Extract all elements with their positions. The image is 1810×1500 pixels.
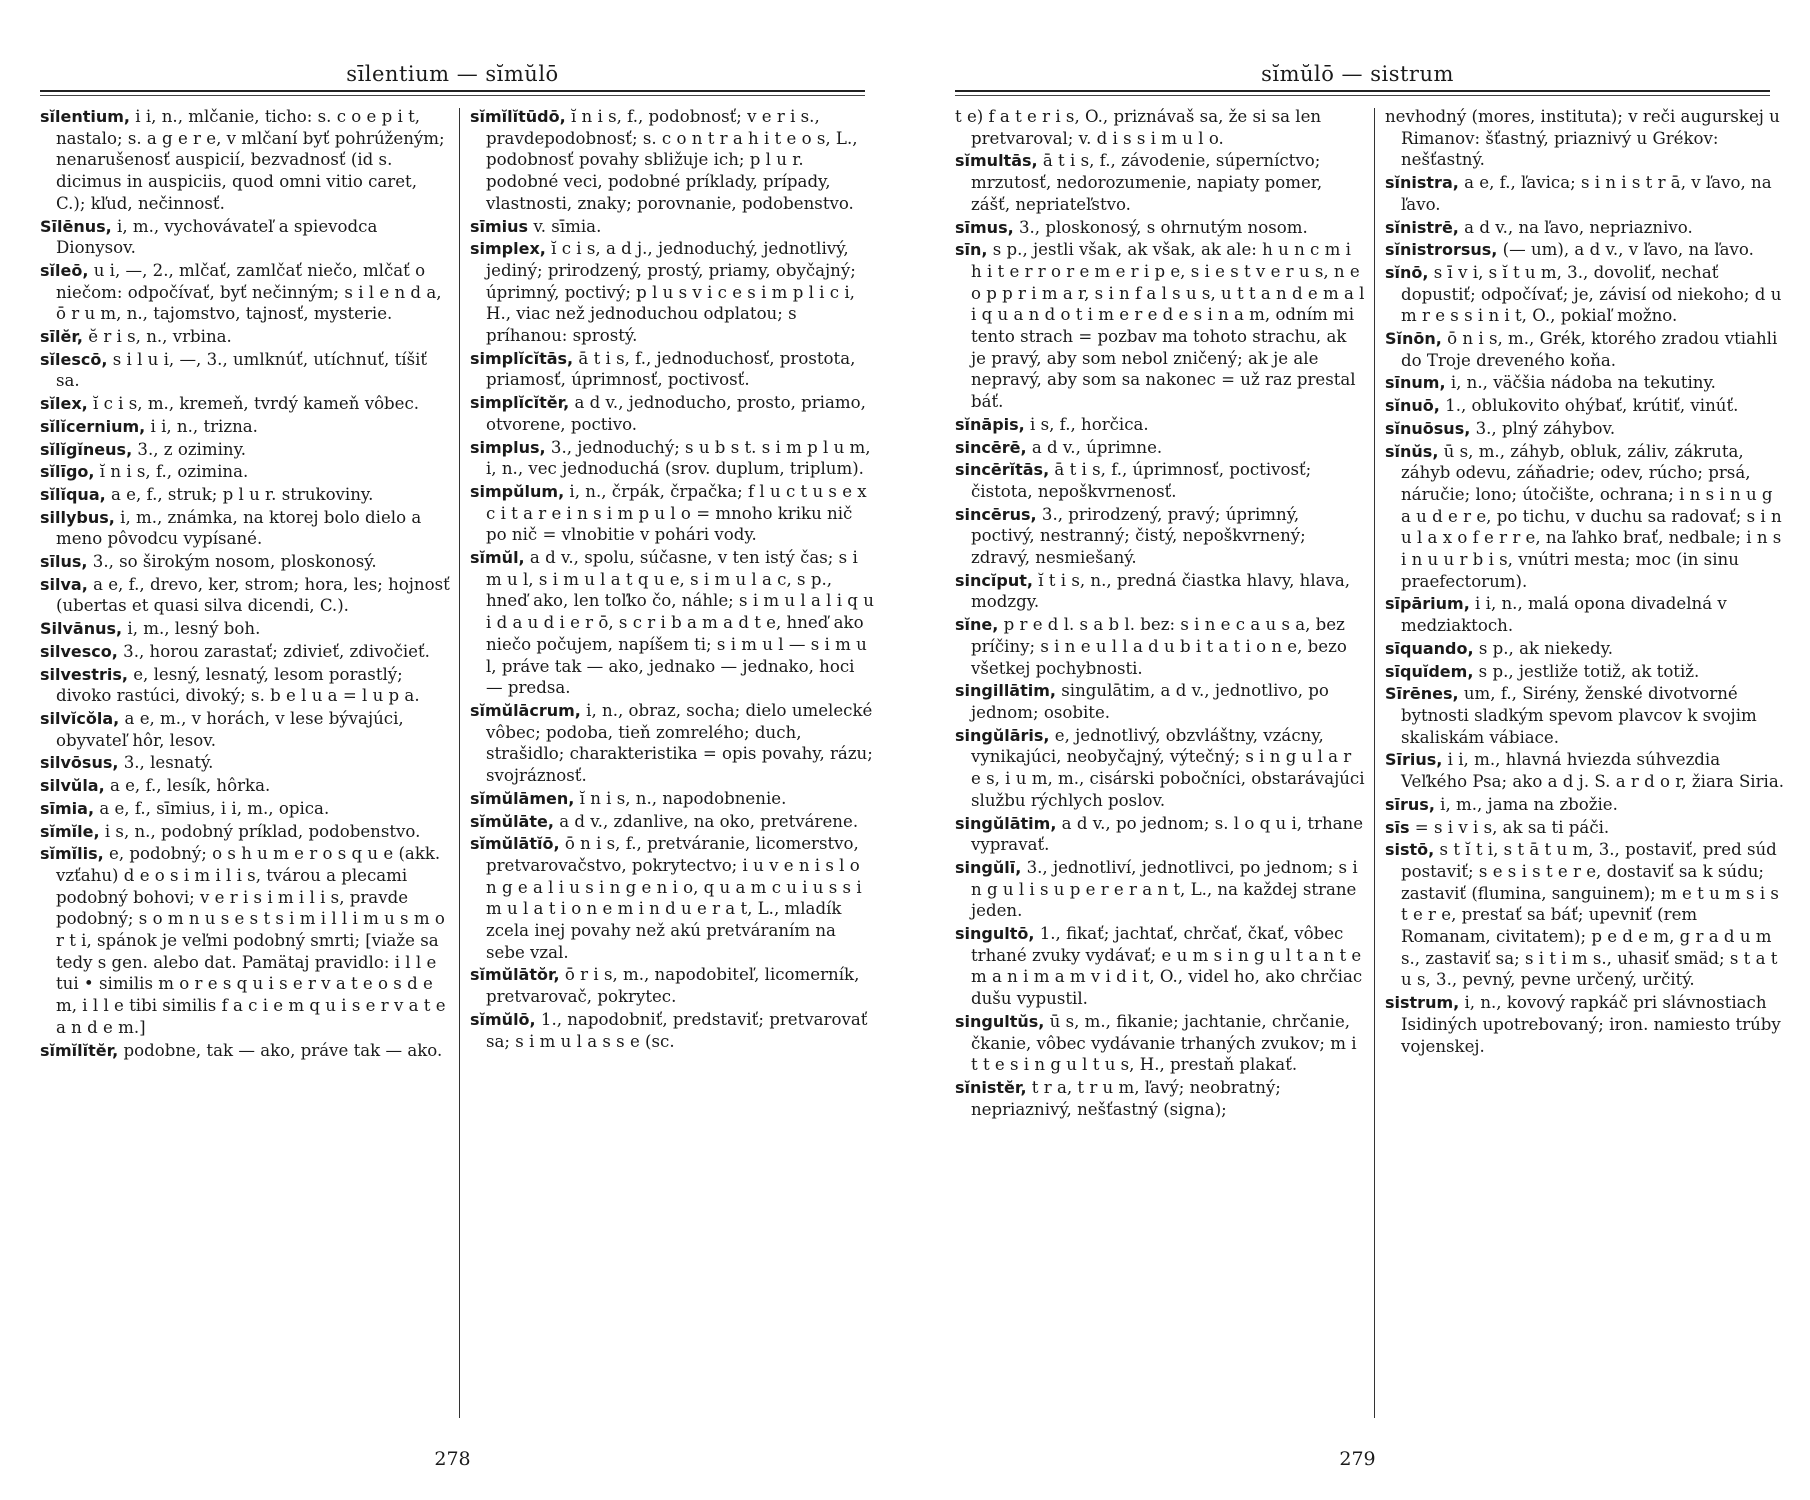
dictionary-entry [1385, 683, 1785, 748]
entry-headword: silvesco, [40, 641, 118, 661]
entry-headword: sĭlĭcernium, [40, 416, 146, 436]
entry-headword: singultō, [955, 924, 1035, 944]
entry-definition: i, n., väčšia nádoba na tekutiny. [1445, 373, 1716, 393]
entry-headword: sīpārium, [1385, 594, 1470, 614]
entry-headword: sīquĭdem, [1385, 661, 1474, 681]
entry-headword: sĭmŭlō, [470, 1009, 536, 1029]
entry-headword: singŭlī, [955, 857, 1022, 877]
entry-definition: t e) f a t e r i s, O., priznávaš sa, že si sa len pretvaroval; v. d i s s i m u l o. [955, 107, 1322, 148]
entry-definition: a e, f., lesík, hôrka. [104, 776, 271, 796]
entry-headword: sĭmĭlĭtĕr, [40, 1040, 119, 1060]
dictionary-entry [1385, 794, 1785, 816]
dictionary-entry [470, 481, 875, 546]
running-head: sĭmŭlō — sistrum [1261, 62, 1454, 86]
column-divider [459, 108, 460, 1418]
entry-definition: 3., so širokým nosom, ploskonosý. [87, 552, 377, 572]
entry-definition: i s, f., horčica. [1024, 414, 1149, 434]
header-rule [955, 90, 1770, 92]
dictionary-entry [955, 570, 1365, 613]
entry-headword: sīnum, [1385, 373, 1446, 393]
entry-headword: sīrus, [1385, 794, 1435, 814]
entry-headword: sĭnistrorsus, [1385, 240, 1498, 260]
entry-headword: Sĭnōn, [1385, 329, 1442, 349]
entry-definition: = s i v i s, ak sa ti páči. [1409, 817, 1610, 837]
entry-headword: silvōsus, [40, 753, 119, 773]
entry-headword: sĭlentium, [40, 107, 131, 126]
entry-headword: silva, [40, 574, 88, 594]
right-page [905, 0, 1810, 1500]
dictionary-entry [40, 752, 450, 774]
entry-definition: a d v., na ľavo, nepriaznivo. [1458, 217, 1693, 237]
entry-headword: sīmius [470, 216, 529, 236]
entry-headword: simplus, [470, 437, 546, 457]
entry-definition: p r e d l. s a b l. bez: s i n e c a u s a, bez príčiny; s i n e u l l a d u b i t a t i o n e, bezo všetkej pochybnosti. [971, 615, 1347, 678]
entry-headword: sillybus, [40, 507, 115, 527]
dictionary-entry [40, 349, 450, 392]
entry-definition: a d v., úprimne. [1026, 437, 1163, 457]
entry-definition: a e, f., ľavica; s i n i s t r ā, v ľavo, na ľavo. [1401, 173, 1772, 214]
entry-headword: sīlĕr, [40, 327, 83, 347]
dictionary-entry [955, 614, 1365, 679]
entry-headword: sĭmŭlāte, [470, 811, 554, 831]
entry-definition: 3., horou zarastať; zdivieť, zdivočieť. [117, 641, 430, 661]
entry-definition: 3., plný záhybov. [1470, 418, 1616, 438]
entry-definition: i, n., obraz, socha; dielo umelecké vôbec; podoba, tieň zomrelého; duch, strašidlo; charakteristika = opis povahy, rázu; svojráznosť. [486, 700, 873, 786]
entry-definition: 1., napodobniť, predstaviť; pretvarovať sa; s i m u l a s s e (sc. [486, 1009, 868, 1051]
dictionary-entry [40, 484, 450, 506]
dictionary-entry [470, 392, 875, 435]
entry-definition: v. sīmia. [528, 216, 602, 236]
dictionary-entry [470, 106, 875, 215]
entry-headword: sĭmŭlātĭō, [470, 834, 560, 854]
dictionary-entry [470, 238, 875, 347]
entry-headword: sīlus, [40, 552, 88, 572]
dictionary-entry [470, 700, 875, 787]
entry-headword: sĭlescō, [40, 349, 108, 369]
entry-definition: s p., ak niekedy. [1473, 638, 1614, 658]
dictionary-entry [40, 843, 450, 1038]
dictionary-entry [955, 217, 1365, 239]
header-rule-thin [955, 95, 1770, 96]
entry-definition: a e, m., v horách, v lese bývajúci, obyvateľ hôr, lesov. [56, 708, 404, 750]
dictionary-entry [1385, 661, 1785, 683]
dictionary-entry [955, 504, 1365, 569]
dictionary-entry [1385, 839, 1785, 991]
entry-definition: 1., fikať; jachtať, chrčať, čkať, vôbec trhané zvuky vydávať; e u m s i n g u l t a n t e m a n i m a m v i d i t, O., videl ho, ako chrčiac dušu vypustil. [971, 924, 1363, 1009]
entry-definition: ū s, m., záhyb, obluk, záliv, zákruta, záhyb odevu, záňadrie; odev, rúcho; prsá, náručie; lono; útočište, ochrana; i n s i n u g a u d e r e, po tichu, v duchu sa radovať; s i n u l a x o f e r r e, na ľahko brať, nedbale; i n s i n u u r b i s, vnútri mesta; moc (in sinu praefectorum). [1401, 441, 1782, 591]
dictionary-entry [40, 461, 450, 483]
entry-headword: singŭlāris, [955, 725, 1050, 745]
entry-definition: i, m., známka, na ktorej bolo dielo a meno pôvodcu vypísané. [56, 507, 422, 549]
column-2 [470, 106, 875, 1053]
entry-headword: singultŭs, [955, 1011, 1045, 1031]
entry-definition: e, jednotlivý, obzvláštny, vzácny, vynikajúci, neobyčajný, výtečný; s i n g u l a r e s, i u m, m., cisárski pobočníci, obstarávajúci službu rýchlych poslov. [971, 725, 1365, 810]
entry-definition: podobne, tak — ako, práve tak — ako. [118, 1040, 443, 1060]
entry-definition: ĭ t i s, n., predná čiastka hlavy, hlava, modzgy. [971, 570, 1351, 612]
dictionary-entry [1385, 106, 1785, 171]
entry-headword: sĭne, [955, 615, 999, 635]
dictionary-entry [955, 725, 1365, 812]
entry-definition: s ī v i, s ĭ t u m, 3., dovoliť, nechať dopustiť; odpočívať; je, závisí od niekoho; d u m r e s s i n i t, O., pokiaľ možno. [1401, 262, 1782, 326]
entry-definition: (— um), a d v., v ľavo, na ľavo. [1497, 240, 1754, 260]
entry-headword: sincĭput, [955, 570, 1033, 590]
entry-headword: sĭnuōsus, [1385, 418, 1471, 438]
entry-headword: sĭlex, [40, 394, 88, 414]
dictionary-entry [955, 1077, 1365, 1120]
entry-definition: 3., z oziminy. [132, 439, 247, 459]
entry-headword: sĭnistrē, [1385, 217, 1459, 237]
dictionary-entry [40, 664, 450, 707]
column-1 [40, 106, 450, 1062]
entry-headword: sĭnāpis, [955, 414, 1025, 434]
entry-definition: i s, n., podobný príklad, podobenstvo. [99, 821, 421, 841]
entry-definition: 1., oblukovito ohýbať, krútiť, vinúť. [1439, 396, 1739, 416]
dictionary-entry [955, 150, 1365, 215]
entry-definition: i, n., črpák, črpačka; f l u c t u s e x c i t a r e i n s i m p u l o = mnoho kriku nič po nič = vlnobitie v pohári vody. [486, 481, 867, 545]
entry-headword: sistrum, [1385, 993, 1460, 1013]
entry-definition: ĭ c i s, a d j., jednoduchý, jednotlivý, jediný; prirodzený, prostý, priamy, obyčajný; úprimný, poctivý; p l u s v i c e s i m p l i c i, H., viac než jednoduchou odplatou; s príhanou: sprostý. [486, 239, 856, 346]
dictionary-entry [470, 1009, 875, 1052]
entry-headword: sĭleō, [40, 260, 89, 280]
dictionary-entry [40, 216, 450, 259]
entry-headword: sĭmŭlāmen, [470, 788, 575, 808]
entry-definition: um, f., Sirény, ženské divotvorné bytnosti sladkým spevom plavcov k svojim skaliskám vábiace. [1401, 684, 1757, 747]
dictionary-entry [1385, 992, 1785, 1057]
entry-definition: i i, n., malá opona divadelná v medziaktoch. [1401, 594, 1727, 636]
entry-headword: sīmia, [40, 798, 95, 818]
dictionary-entry [1385, 441, 1785, 593]
entry-definition: 3., ploskonosý, s ohrnutým nosom. [1013, 217, 1308, 237]
dictionary-entry [1385, 217, 1785, 239]
entry-definition: i, m., lesný boh. [122, 619, 261, 639]
entry-headword: sīn, [955, 240, 988, 260]
entry-headword: sĭnō, [1385, 262, 1429, 282]
dictionary-entry [955, 813, 1365, 856]
dictionary-entry [1385, 395, 1785, 417]
dictionary-entry [1385, 817, 1785, 839]
entry-definition: ĭ n i s, n., napodobnenie. [574, 788, 787, 808]
entry-definition: t r a, t r u m, ľavý; neobratný; nepriaznivý, nešťastný (signa); [971, 1077, 1281, 1119]
entry-definition: a e, f., sīmius, i i, m., opica. [94, 798, 330, 818]
entry-definition: e, podobný; o s h u m e r o s q u e (akk. vzťahu) d e o s i m i l i s, tvárou a plecami podobný bohovi; v e r i s i m i l i s, pravde podobný; s o m n u s e s t s i m i l l i m u s m o r t i, spánok je veľmi podobný smrti; [viaže sa tedy s gen. alebo dat. Pamätaj pravidlo: i l l e tui • similis m o r e s q u i s e r v a t e o s d e m, i l l e tibi similis f a c i e m q u i s e r v a t e a n d e m.] [56, 844, 446, 1037]
dictionary-entry [40, 641, 450, 663]
dictionary-entry [40, 416, 450, 438]
dictionary-entry [40, 326, 450, 348]
entry-definition: i i, n., trizna. [145, 416, 258, 436]
dictionary-entry [40, 574, 450, 617]
dictionary-entry [470, 833, 875, 963]
dictionary-entry [1385, 172, 1785, 215]
entry-definition: i, m., jama na zbožie. [1434, 794, 1618, 814]
entry-definition: ō n i s, m., Grék, ktorého zradou vtiahli do Troje dreveného koňa. [1401, 329, 1778, 370]
entry-headword: sīmus, [955, 217, 1014, 237]
entry-headword: sĭmultās, [955, 151, 1038, 171]
column-1 [955, 106, 1365, 1121]
column-divider [1374, 108, 1375, 1418]
column-2 [1385, 106, 1785, 1058]
dictionary-entry [40, 439, 450, 461]
entry-headword: Sīrius, [1385, 750, 1443, 770]
entry-headword: sincērĭtās, [955, 460, 1050, 480]
dictionary-entry [40, 260, 450, 325]
entry-definition: a d v., spolu, súčasne, v ten istý čas; s i m u l, s i m u l a t q u e, s i m u l a c, s p., hneď ako, len toľko čo, náhle; s i m u l a l i q u i d a u d i e r ō, s c r i b a m a d t e, hneď ako niečo počujem, napíšem ti; s i m u l — s i m u l, práve tak — ako, jednako — jednako, hoci — predsa. [486, 548, 874, 698]
dictionary-entry [40, 106, 450, 215]
entry-headword: sĭmĭlĭtūdō, [470, 107, 566, 126]
dictionary-entry [955, 106, 1365, 149]
dictionary-entry [1385, 749, 1785, 792]
entry-headword: singillātim, [955, 681, 1056, 701]
dictionary-entry [1385, 638, 1785, 660]
page-number: 278 [434, 1448, 471, 1470]
dictionary-entry [955, 680, 1365, 723]
entry-headword: sĭmĭle, [40, 821, 100, 841]
entry-definition: u i, —, 2., mlčať, zamlčať niečo, mlčať o niečom: odpočívať, byť nečinným; s i l e n d a, ō r u m, n., tajomstvo, tajnosť, mysterie. [56, 260, 442, 324]
entry-headword: sĭnistra, [1385, 173, 1459, 193]
running-head: sīlentium — sĭmŭlō [346, 62, 559, 86]
entry-headword: silvŭla, [40, 776, 105, 796]
dictionary-entry [1385, 262, 1785, 327]
dictionary-entry [470, 788, 875, 810]
entry-definition: a d v., zdanlive, na oko, pretvárene. [553, 811, 859, 831]
dictionary-entry [40, 551, 450, 573]
entry-headword: singŭlātim, [955, 813, 1057, 833]
entry-definition: i i, m., hlavná hviezda súhvezdia Veľkého Psa; ako a d j. S. a r d o r, žiara Siria. [1401, 750, 1785, 792]
entry-headword: sĭmŭl, [470, 548, 525, 568]
entry-definition: ā t i s, f., závodenie, súperníctvo; mrzutosť, nedorozumenie, napiaty pomer, zášť, nepriateľstvo. [971, 151, 1323, 214]
dictionary-entry [470, 811, 875, 833]
entry-headword: sĭnistĕr, [955, 1077, 1027, 1097]
entry-headword: simplĭcĭtās, [470, 348, 574, 368]
dictionary-entry [1385, 418, 1785, 440]
entry-headword: sĭnŭs, [1385, 441, 1439, 461]
entry-definition: e, lesný, lesnatý, lesom porastlý; divoko rastúci, divoký; s. b e l u a = l u p a. [56, 664, 420, 706]
entry-headword: sĭnuō, [1385, 396, 1440, 416]
entry-definition: ō n i s, f., pretváranie, licomerstvo, pretvarovačstvo, pokrytectvo; i u v e n i s l o n g e a l i u s i n g e n i o, q u a m c u i u s s i m u l a t i o n e m i n d u e r a t, L., mladík zcela inej povahy než akú pretváraním na sebe vzal. [486, 834, 862, 962]
dictionary-entry [955, 437, 1365, 459]
entry-definition: i, m., vychovávateľ a spievodca Dionysov. [56, 216, 378, 258]
entry-headword: silvestris, [40, 664, 128, 684]
entry-definition: ĭ n i s, f., podobnosť; v e r i s., pravdepodobnosť; s. c o n t r a h i t e o s, L., podobnosť povahy sbližuje ich; p l u r. podobné veci, podobné príklady, prípady, vlastnosti, znaky; porovnanie, podobenstvo. [486, 107, 858, 213]
entry-headword: Silvānus, [40, 619, 123, 639]
entry-headword: silvĭcŏla, [40, 708, 120, 728]
header-rule [40, 90, 865, 92]
entry-definition: a e, f., struk; p l u r. strukoviny. [105, 484, 374, 504]
dictionary-entry [955, 459, 1365, 502]
entry-definition: a e, f., drevo, ker, strom; hora, les; hojnosť (ubertas et quasi silva dicendi, C.). [56, 574, 450, 616]
entry-headword: sĭlĭgĭneus, [40, 439, 133, 459]
entry-headword: simpŭlum, [470, 481, 565, 501]
entry-definition: 3., prirodzený, pravý; úprimný, poctivý, nestranný; čistý, nepoškvrnený; zdravý, nesmiešaný. [971, 504, 1306, 568]
entry-definition: s t ĭ t i, s t ā t u m, 3., postaviť, pred súd postaviť; s e s i s t e r e, dostaviť sa k súdu; zastaviť (flumina, sanguinem); m e t u m s i s t e r e, prestať sa báť; upevniť (rem Romanam, civitatem); p e d e m, g r a d u m s., zastaviť sa; s i t i m s., uhasiť smäd; s t a t u s, 3., pevný, pevne určený, určitý. [1401, 840, 1779, 990]
dictionary-entry [955, 414, 1365, 436]
dictionary-entry [470, 216, 875, 238]
entry-headword: sĭmĭlis, [40, 844, 104, 864]
entry-headword: simplex, [470, 239, 546, 259]
dictionary-entry [40, 1040, 450, 1062]
entry-headword: sistō, [1385, 840, 1435, 860]
dictionary-entry [1385, 372, 1785, 394]
entry-headword: sĭmŭlācrum, [470, 700, 581, 720]
entry-definition: i, n., kovový rapkáč pri slávnostiach Isidiných upotrebovaný; iron. namiesto trúby vojenskej. [1401, 993, 1781, 1056]
header-rule-thin [40, 95, 865, 96]
entry-definition: s i l u i, —, 3., umlknúť, utíchnuť, tíšiť sa. [56, 349, 428, 391]
dictionary-entry [40, 821, 450, 843]
dictionary-entry [40, 775, 450, 797]
entry-definition: ū s, m., fikanie; jachtanie, chrčanie, čkanie, vôbec vydávanie trhaných zvukov; m i t t e s i n g u l t u s, H., prestaň plakať. [971, 1011, 1357, 1075]
dictionary-entry [470, 437, 875, 480]
dictionary-entry [1385, 239, 1785, 261]
dictionary-entry [40, 708, 450, 751]
entry-definition: nevhodný (mores, instituta); v reči augurskej u Rimanov: šťastný, priaznivý u Grékov: nešťastný. [1385, 107, 1780, 170]
entry-headword: Sīrēnes, [1385, 684, 1459, 704]
entry-definition: singulātim, a d v., jednotlivo, po jednom; osobite. [971, 681, 1329, 722]
entry-definition: a d v., jednoducho, prosto, priamo, otvorene, poctivo. [486, 393, 866, 434]
entry-definition: ō r i s, m., napodobiteľ, licomerník, pretvarovač, pokrytec. [486, 965, 860, 1007]
entry-headword: sīs [1385, 817, 1410, 837]
entry-definition: ĭ c i s, m., kremeň, tvrdý kameň vôbec. [87, 394, 420, 414]
entry-definition: i i, n., mlčanie, ticho: s. c o e p i t, nastalo; s. a g e r e, v mlčaní byť pohrúženým; nenarušenosť auspicií, bezvadnosť (id s. dicimus in auspiciis, quod omni vitio caret, C.); kľud, nečinnosť. [56, 107, 445, 213]
entry-definition: ĭ n i s, f., ozimina. [94, 462, 249, 482]
entry-definition: ā t i s, f., úprimnosť, poctivosť; čistota, nepoškvrnenosť. [971, 460, 1312, 501]
entry-definition: 3., jednotliví, jednotlivci, po jednom; s i n g u l i s u p e r e r a n t, L., na každej strane jeden. [971, 857, 1358, 921]
dictionary-entry [470, 964, 875, 1007]
entry-definition: 3., jednoduchý; s u b s t. s i m p l u m, i, n., vec jednoduchá (srov. duplum, triplum). [486, 437, 871, 479]
entry-headword: sĭmŭlātŏr, [470, 965, 560, 985]
dictionary-entry [955, 1011, 1365, 1076]
entry-headword: Sīlēnus, [40, 216, 112, 236]
entry-headword: sĭlīgo, [40, 462, 95, 482]
dictionary-entry [40, 618, 450, 640]
entry-headword: sīquando, [1385, 638, 1474, 658]
dictionary-entry [470, 547, 875, 699]
dictionary-entry [40, 798, 450, 820]
entry-definition: ĕ r i s, n., vrbina. [82, 327, 232, 347]
entry-definition: s p., jestli však, ak však, ak ale: h u n c m i h i t e r r o r e m e r i p e, s i e s t v e r u s, n e o p p r i m a r, s i n f a l s u s, u t t a n d e m a l i q u a n d o t i m e r e d e s i n a m, odním mi tento strach = pozbav ma tohoto strachu, ak je pravý, aby som nebol zničený; ak je ale nepravý, aby som sa nakonec = už raz prestal báť. [971, 240, 1365, 412]
dictionary-entry [955, 923, 1365, 1010]
dictionary-entry [40, 393, 450, 415]
entry-headword: sĭlĭqua, [40, 484, 106, 504]
dictionary-entry [470, 348, 875, 391]
dictionary-entry [1385, 593, 1785, 636]
dictionary-entry [40, 507, 450, 550]
page-number: 279 [1339, 1448, 1376, 1470]
entry-definition: 3., lesnatý. [118, 753, 214, 773]
dictionary-entry [955, 857, 1365, 922]
dictionary-entry [1385, 328, 1785, 371]
entry-definition: s p., jestliže totiž, ak totiž. [1473, 661, 1700, 681]
entry-headword: sincērē, [955, 437, 1027, 457]
dictionary-entry [955, 239, 1365, 413]
entry-definition: ā t i s, f., jednoduchosť, prostota, priamosť, úprimnosť, poctivosť. [486, 348, 856, 390]
entry-headword: simplĭcĭtĕr, [470, 393, 570, 413]
entry-definition: a d v., po jednom; s. l o q u i, trhane vypravať. [971, 813, 1364, 855]
entry-headword: sincērus, [955, 504, 1037, 524]
